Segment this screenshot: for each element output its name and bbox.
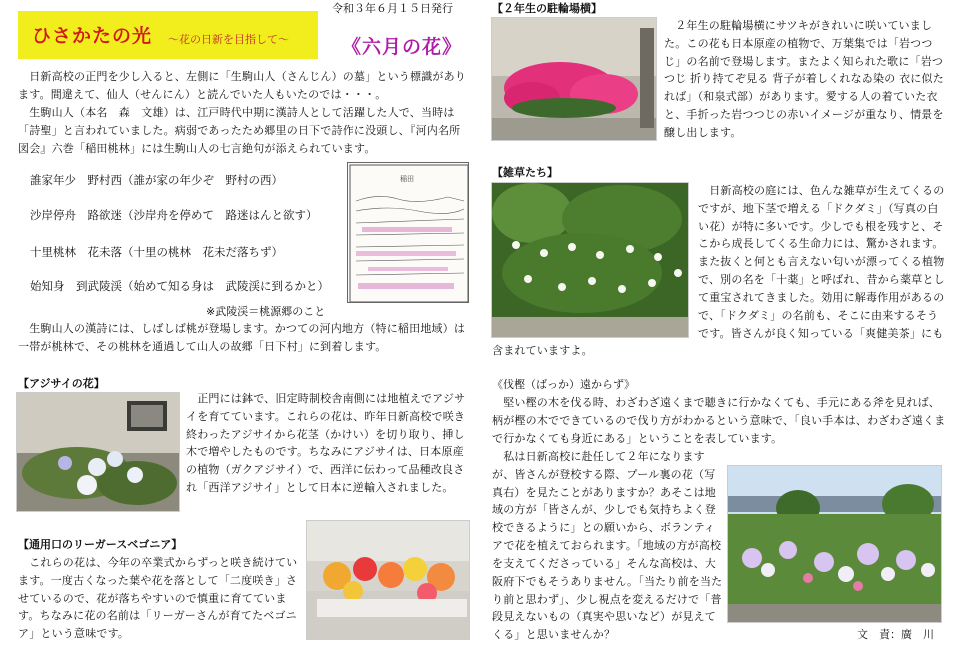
satsuki-text: ２年生の駐輪場横にサツキがきれいに咲いていました。この花も日本原産の植物で、万葉集では「岩つつじ」の名前で登場します。またよく知られた歌に「岩つつじ 折り持てぞ見る 背子が着しくれなゐ染の 衣に似たれば」（和泉式部）があります。愛する人の着ていた衣と、手折った岩つつじの赤いイメージが重なり、情景を醸し出します。 [664, 19, 944, 139]
batsuka-text: 堅い樫の木を伐る時、わざわざ遠くまで聴きに行かなくても、手元にある斧を見れば、柄が樫の木でできているので伐り方がわかるという意味で、「良い手本は、わざわざ遠くまで行かなくても身近にある」ということを表しています。 [492, 396, 946, 445]
masthead-box [18, 11, 318, 59]
poem-reading: （誰が家の年少ぞ 野村の西） [122, 173, 283, 187]
masthead-title: ひさかたの光 [32, 25, 153, 47]
intro-paragraph-1: 日新高校の正門を少し入ると、左側に「生駒山人（さんじん）の墓」という標識があります。間違えて、仙人（せんにん）と読んでいた人もいたのでは・・・。 [18, 70, 466, 101]
ajisai-photo [16, 392, 180, 512]
batsuka-heading: 《伐樫（ばっか）遠からず》 [492, 378, 635, 391]
poem-chinese: 始知身 到武陵渓 [30, 279, 122, 293]
begonia-heading: 【通用口のリーガースベゴニア】 [18, 538, 183, 551]
poem-line-3 [30, 244, 283, 262]
ajisai-heading: 【アジサイの花】 [18, 377, 105, 390]
poem-line-4 [30, 278, 329, 296]
poem-line-1 [30, 172, 283, 190]
poem-chinese: 十里桃林 花未落 [30, 245, 122, 259]
ajisai-text: 正門には鉢で、旧定時制校舎南側には地植えでアジサイを育てています。これらの花は、昨年日新高校で咲き終わったアジサイから花茎（かけい）を切り取り、挿し木で増やしたものです。ちなみにアジサイは、日本原産の植物（ガクアジサイ）で、西洋に伝わって品種改良され「西洋アジサイ」として日本に逆輸入されました。 [186, 392, 466, 495]
begonia-photo [306, 520, 470, 640]
author-credit: 文 責：廣 川 [857, 628, 934, 641]
illustration-image [348, 163, 469, 303]
satsuki-photo [491, 17, 657, 141]
zassou-text: 日新高校の庭には、色んな雑草が生えてくるのですが、地下茎で増える「ドクダミ」（写真の白い花）が特に多いです。少しでも根を残すと、そこから成長してくる生命力には、驚かされます。また抜くと何とも言えない匂いが漂ってくる植物で、別の名を「十薬」と呼ばれ、昔から薬草として重宝されてきました。効用に解毒作用があるので、「ドクダミ」の名前も、そこに由来するそうです。皆さんが良く知っている「爽健美茶」にも含まれていますよ。 [492, 184, 945, 358]
issue-title: 《六月の花》 [342, 36, 463, 58]
zassou-heading: 【雑草たち】 [492, 166, 558, 179]
poem-note: ※武陵渓＝桃源郷のこと [206, 305, 326, 318]
issue-date: 令和３年６月１５日発行 [332, 2, 453, 15]
poem-chinese: 沙岸停舟 路欲迷 [30, 208, 122, 222]
poem-reading: （十里の桃林 花未だ落ちず） [122, 245, 283, 259]
poem-reading: （沙岸舟を停めて 路迷はんと欲す） [122, 208, 318, 222]
woodblock-illustration [347, 162, 469, 303]
masthead-subtitle: 〜花の日新を目指して〜 [168, 33, 289, 46]
intro-paragraph-3: 生駒山人の漢詩には、しばしば桃が登場します。かつての河内地方（特に稲田地域）は一帯が桃林で、その桃林を通過して山人の故郷「日下村」に到着します。 [18, 322, 466, 353]
satsuki-heading: 【２年生の駐輪場横】 [492, 2, 602, 15]
poem-reading: （始めて知る身は 武陵渓に到るかと） [122, 279, 329, 293]
pool-garden-photo [727, 465, 942, 623]
batsuka-text-2: 私は日新高校に赴任して２年になりますが、皆さんが登校する際、プール裏の花（写真右）を見たことがありますか？あそこは地域の方が「皆さんが、少しでも気持ちよく登校できるように」との願いから、ボランティアで花を植えておられます。「地域の方が高校を支えてくださっている」そんな高校は、大阪府下でもそうありません。「当たり前を当たり前と思わず」、少し視点を変えるだけで「普段見えないもの（真実や思いなど）が見えてくる」と思いませんか？ [492, 450, 723, 642]
poem-chinese: 誰家年少 野村西 [30, 173, 122, 187]
begonia-text: これらの花は、今年の卒業式からずっと咲き続けています。一度古くなった葉や花を落として「二度咲き」させているので、花が落ちやすいので慎重に育てています。ちなみに花の名前は「リーガーさんが育てたベゴニア」という意味です。 [18, 556, 298, 641]
intro-paragraph-2: 生駒山人（本名 森 文雄）は、江戸時代中期に漢詩人として活躍した人で、当時は「詩聖」と言われていました。病弱であったため郷里の日下で詩作に没頭し、『河内名所図会』六巻「稲田桃林」には生駒山人の七言絶句が添えられています。 [18, 106, 461, 155]
poem-line-2 [30, 207, 318, 225]
svg-text:稲田: 稲田 [400, 175, 414, 183]
